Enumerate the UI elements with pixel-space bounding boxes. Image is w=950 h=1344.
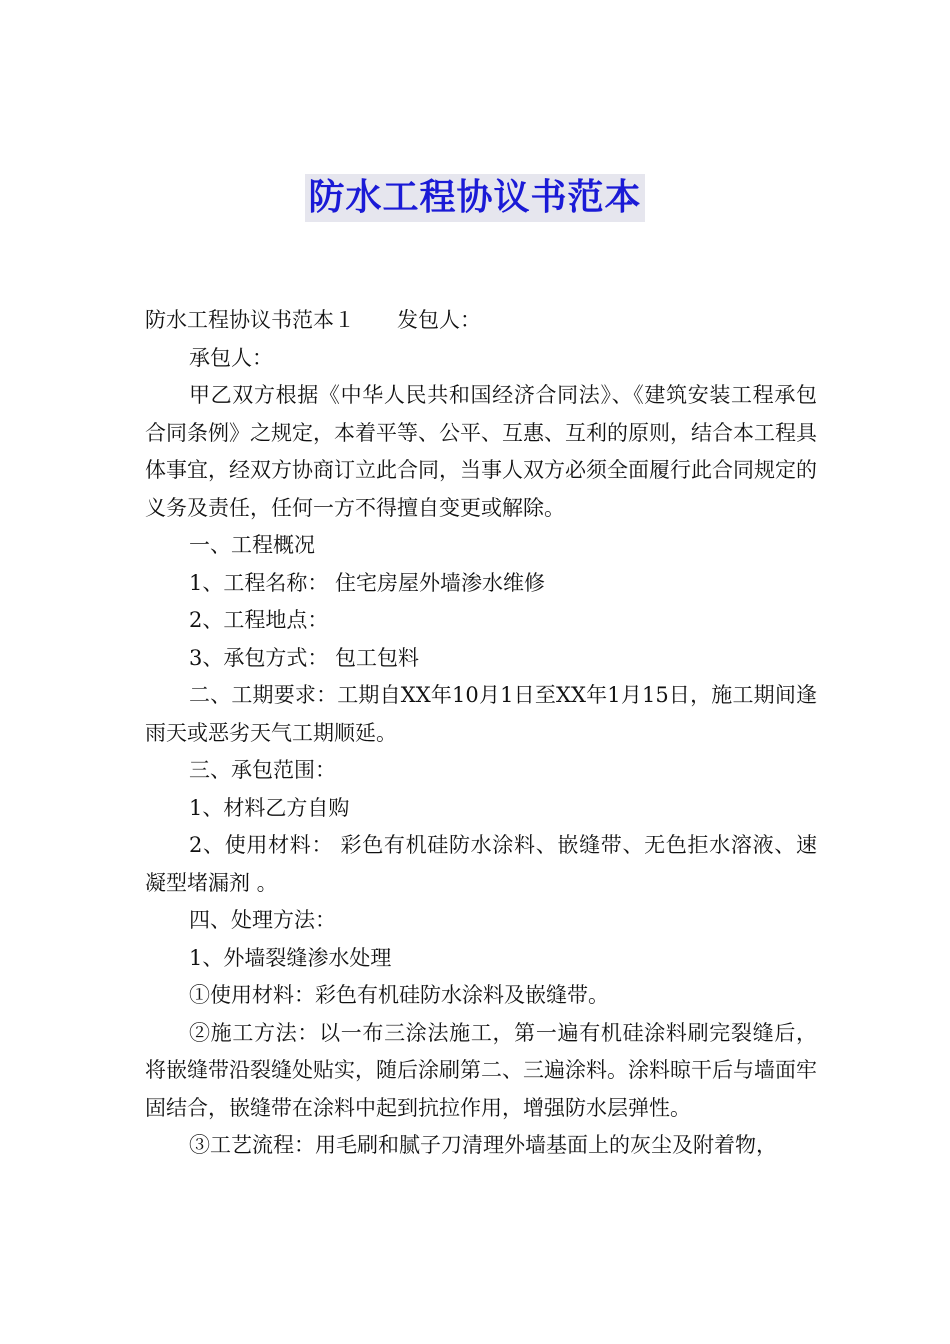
paragraph: 1、工程名称： 住宅房屋外墙渗水维修 — [189, 570, 546, 595]
paragraph: 三、承包范围： — [189, 758, 336, 782]
paragraph: 承包人： — [189, 345, 273, 370]
heading-line — [145, 302, 817, 340]
paragraph: ①使用材料：彩色有机硅防水涂料及嵌缝带。 — [189, 983, 609, 1007]
paragraph: 2、工程地点： — [189, 608, 329, 632]
paragraph: ②施工方法：以一布三涂法施工，第一遍有机硅涂料刷完裂缝后，将嵌缝带沿裂缝处贴实，随后涂刷第二、三遍涂料。涂料晾干后与墙面牢固结合，嵌缝带在涂料中起到抗拉作用，增强防水层弹性。 — [145, 1020, 817, 1120]
title-area — [0, 174, 950, 222]
document-body — [145, 302, 817, 1165]
paragraph: ③工艺流程：用毛刷和腻子刀清理外墙基面上的灰尘及附着物， — [189, 1133, 777, 1157]
document-title: 防水工程协议书范本 — [305, 174, 644, 222]
employer-label: 发包人： — [397, 308, 481, 332]
paragraph: 3、承包方式： 包工包料 — [189, 645, 420, 670]
section-heading: 防水工程协议书范本１ — [145, 308, 355, 332]
paragraph: 1、材料乙方自购 — [189, 795, 350, 820]
paragraph: 四、处理方法： — [189, 908, 336, 932]
paragraph: 二、工期要求：工期自XX年10月1日至XX年1月15日，施工期间逢雨天或恶劣天气工期顺延。 — [145, 683, 817, 745]
paragraph: 1、外墙裂缝渗水处理 — [189, 945, 392, 970]
paragraph: 一、工程概况 — [189, 533, 315, 557]
paragraph: 2、使用材料： 彩色有机硅防水涂料、嵌缝带、无色拒水溶液、速凝型堵漏剂 。 — [145, 833, 817, 895]
paragraph: 甲乙双方根据《中华人民共和国经济合同法》、《建筑安装工程承包合同条例》之规定，本着平等、公平、互惠、互利的原则，结合本工程具体事宜，经双方协商订立此合同，当事人双方必须全面履行此合同规定的义务及责任，任何一方不得擅自变更或解除。 — [145, 383, 817, 520]
